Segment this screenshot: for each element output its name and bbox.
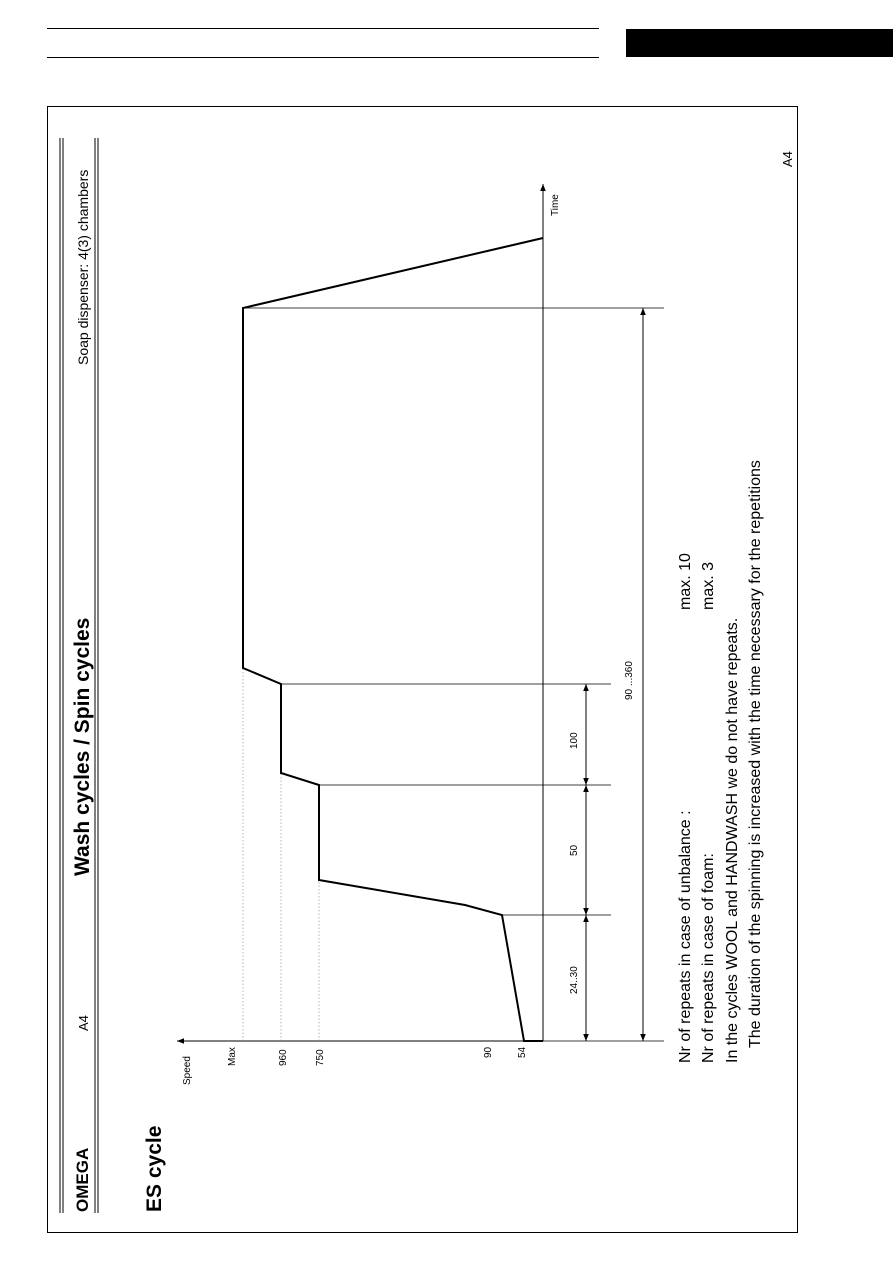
brand-text: OMEGA <box>73 1147 92 1212</box>
note-unbalance-value: max. 10 <box>677 553 694 610</box>
duration-label-100: 100 <box>569 732 580 749</box>
speed-axis-label: Speed <box>182 1056 193 1085</box>
notes-block <box>677 460 764 1063</box>
tick-label-90: 90 <box>483 1046 494 1058</box>
note-duration: The duration of the spinning is increased with the time necessary for the repetitions <box>747 460 764 1048</box>
title-text: Wash cycles / Spin cycles <box>71 617 94 876</box>
time-axis-label: Time <box>550 194 561 216</box>
format-right-text: A4 <box>780 151 795 167</box>
section-title: ES cycle <box>143 1125 166 1212</box>
duration-label-90-360: 90 ...360 <box>624 661 635 700</box>
tick-label-max: Max <box>227 1047 238 1066</box>
soap-dispenser-text: Soap dispenser: 4(3) chambers <box>75 169 91 365</box>
tick-label-54: 54 <box>517 1046 528 1058</box>
tick-label-750: 750 <box>315 1049 326 1066</box>
spin-chart <box>177 184 664 1085</box>
duration-label-24-30: 24..30 <box>569 966 580 994</box>
note-foam-label: Nr of repeats in case of foam: <box>700 853 717 1063</box>
note-wool: In the cycles WOOL and HANDWASH we do not have repeats. <box>724 617 741 1063</box>
note-foam-value: max. 3 <box>700 561 717 610</box>
header-strip <box>60 138 98 1213</box>
speed-profile-line <box>243 238 543 1041</box>
format-left-text: A4 <box>76 1015 91 1031</box>
tick-label-960: 960 <box>278 1049 289 1066</box>
note-unbalance-label: Nr of repeats in case of unbalance : <box>677 810 694 1063</box>
duration-label-50: 50 <box>569 844 580 856</box>
